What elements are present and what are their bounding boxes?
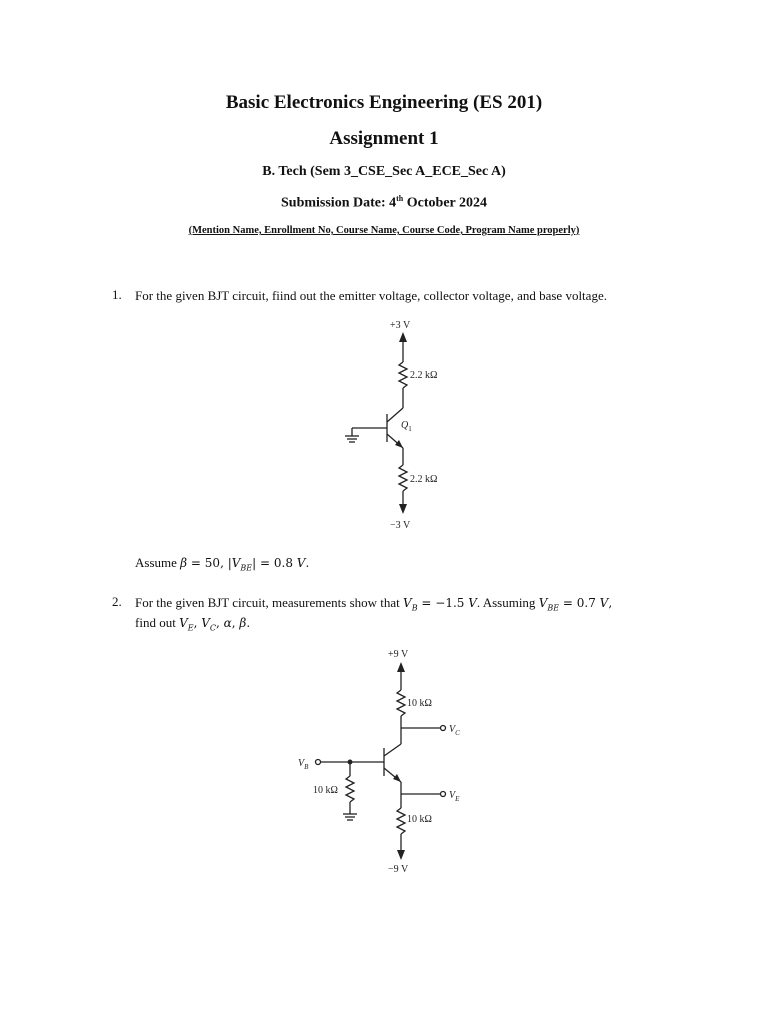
question-1-text: For the given BJT circuit, fiind out the emitter voltage, collector voltage, and base voltage. (135, 288, 607, 303)
q2-emitter-resistor-label: 10 kΩ (407, 814, 432, 825)
course-title: Basic Electronics Engineering (ES 201) (225, 92, 543, 113)
q1-top-supply-label: +3 V (390, 320, 411, 331)
question-1-assumption: Assume β = 50, $|V_{BE}| = 0.8$ V. (135, 555, 310, 573)
question-2-text-line2: find out $V_E$, $V_C$, α, β. (135, 615, 251, 633)
q1-bottom-resistor-label: 2.2 kΩ (410, 474, 438, 485)
q2-base-resistor-label: 10 kΩ (313, 785, 338, 796)
submission-note: (Mention Name, Enrollment No, Course Name, Course Code, Program Name properly) (188, 225, 580, 236)
q2-ve-label: $V_E$ (449, 790, 460, 803)
q2-bottom-supply-label: −9 V (388, 864, 409, 875)
q1-top-resistor-label: 2.2 kΩ (410, 370, 438, 381)
q2-vb-label: $V_B$ (298, 758, 309, 771)
assignment-title: Assignment 1 (329, 128, 439, 149)
q2-collector-resistor-label: 10 kΩ (407, 698, 432, 709)
q2-top-supply-label: +9 V (388, 649, 409, 660)
submission-date: Submission Date: 4th October 2024 (281, 194, 487, 211)
q1-bottom-supply-label: −3 V (390, 520, 411, 531)
question-1-number: 1. (112, 287, 122, 302)
q2-vc-label: $V_C$ (449, 724, 460, 737)
question-2-text: For the given BJT circuit, measurements show that $V_B = -1.5$ V. Assuming $V_{BE} = 0.7$ V, (135, 595, 613, 613)
q1-transistor-label: $Q_1$ (401, 420, 412, 433)
question-2-number: 2. (112, 594, 122, 609)
program-line: B. Tech (Sem 3_CSE_Sec A_ECE_Sec A) (262, 164, 506, 179)
